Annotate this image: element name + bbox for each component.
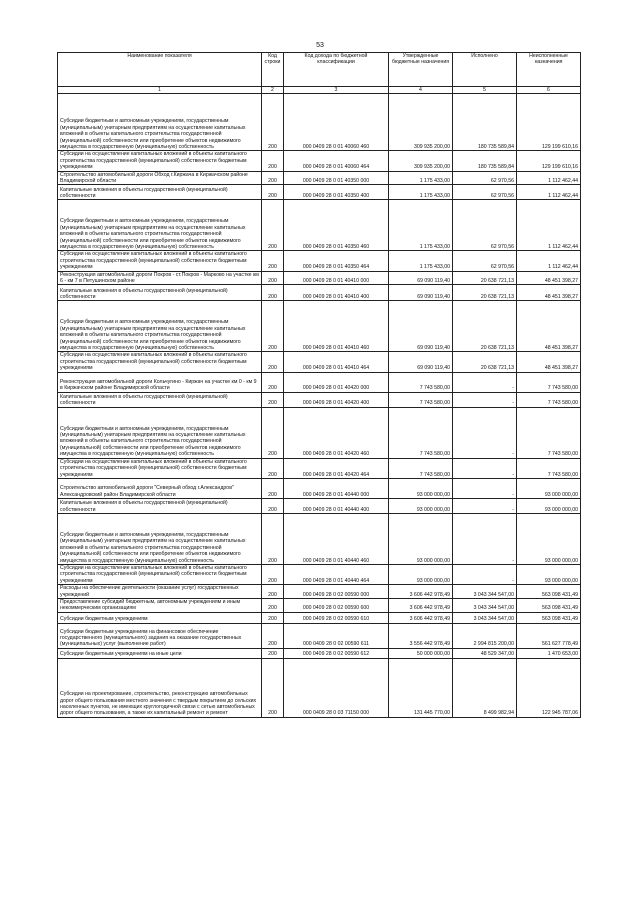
row-name-cell: Субсидии на осуществление капитальных вложений в объекты капитального строительства государственной (муниципальной) собственности бюджетным учреждениям xyxy=(58,458,262,478)
row-executed-cell: 62 970,56 xyxy=(453,251,517,271)
row-line-code-cell: 200 xyxy=(262,301,284,352)
row-line-code-cell: 200 xyxy=(262,612,284,623)
column-number: 3 xyxy=(284,87,389,94)
table-row xyxy=(58,612,581,623)
table-header-row xyxy=(58,53,581,87)
row-approved-cell: 1 175 433,00 xyxy=(389,171,453,185)
row-name-cell: Капитальные вложения в объекты государственной (муниципальной) собственности xyxy=(58,498,262,513)
row-approved-cell: 1 175 433,00 xyxy=(389,200,453,251)
table-row xyxy=(58,513,581,564)
row-kbk-cell: 000 0409 28 0 01 40410 400 xyxy=(284,285,389,301)
row-name-cell: Реконструкция автомобильной дороги Кольчугино - Киржач на участке км 0 - км 9 в Киржачском районе Владимирской области xyxy=(58,372,262,392)
table-row xyxy=(58,598,581,612)
row-approved-cell: 3 606 442 978,49 xyxy=(389,612,453,623)
table-row xyxy=(58,648,581,658)
row-approved-cell: 7 743 580,00 xyxy=(389,392,453,407)
row-executed-cell: - xyxy=(453,478,517,498)
row-name-cell: Субсидии бюджетным учреждениям xyxy=(58,612,262,623)
row-kbk-cell: 000 0409 28 0 01 40060 464 xyxy=(284,151,389,171)
table-row xyxy=(58,623,581,648)
row-line-code-cell: 200 xyxy=(262,623,284,648)
table-row xyxy=(58,658,581,717)
row-executed-cell: 48 529 347,00 xyxy=(453,648,517,658)
row-unexecuted-cell: 129 199 610,16 xyxy=(517,94,581,151)
row-name-cell: Предоставление субсидий бюджетным, автономным учреждениям и иным некоммерческим организациям xyxy=(58,598,262,612)
table-row xyxy=(58,251,581,271)
column-number: 6 xyxy=(517,87,581,94)
row-line-code-cell: 200 xyxy=(262,585,284,599)
row-line-code-cell: 200 xyxy=(262,648,284,658)
row-executed-cell: 3 043 344 547,00 xyxy=(453,612,517,623)
row-name-cell: Субсидии на осуществление капитальных вложений в объекты капитального строительства государственной (муниципальной) собственности бюджетным учреждениям xyxy=(58,352,262,372)
row-unexecuted-cell: 122 945 787,06 xyxy=(517,658,581,717)
column-number: 4 xyxy=(389,87,453,94)
table-row xyxy=(58,200,581,251)
row-executed-cell: 62 970,56 xyxy=(453,185,517,200)
row-kbk-cell: 000 0409 28 0 01 40350 464 xyxy=(284,251,389,271)
column-header-name: Наименование показателя xyxy=(58,53,262,87)
row-executed-cell: 62 970,56 xyxy=(453,171,517,185)
column-header-executed: Исполнено xyxy=(453,53,517,87)
row-executed-cell: 20 638 721,13 xyxy=(453,271,517,285)
row-kbk-cell: 000 0409 28 0 03 71150 000 xyxy=(284,658,389,717)
row-line-code-cell: 200 xyxy=(262,498,284,513)
table-row xyxy=(58,185,581,200)
row-kbk-cell: 000 0409 28 0 01 40060 460 xyxy=(284,94,389,151)
table-row xyxy=(58,407,581,458)
row-unexecuted-cell: 1 112 462,44 xyxy=(517,171,581,185)
row-kbk-cell: 000 0409 28 0 01 40350 400 xyxy=(284,185,389,200)
row-kbk-cell: 000 0409 28 0 01 40350 000 xyxy=(284,171,389,185)
row-approved-cell: 3 606 442 978,49 xyxy=(389,598,453,612)
row-executed-cell: - xyxy=(453,498,517,513)
table-row xyxy=(58,564,581,584)
row-unexecuted-cell: 563 098 431,49 xyxy=(517,612,581,623)
row-unexecuted-cell: 93 000 000,00 xyxy=(517,498,581,513)
table-row xyxy=(58,498,581,513)
row-unexecuted-cell: 563 098 431,49 xyxy=(517,598,581,612)
row-executed-cell: 20 638 721,13 xyxy=(453,352,517,372)
row-kbk-cell: 000 0409 28 0 01 40410 460 xyxy=(284,301,389,352)
row-name-cell: Капитальные вложения в объекты государственной (муниципальной) собственности xyxy=(58,285,262,301)
row-kbk-cell: 000 0409 28 0 01 40420 460 xyxy=(284,407,389,458)
row-unexecuted-cell: 7 743 580,00 xyxy=(517,458,581,478)
row-executed-cell: 180 735 589,84 xyxy=(453,94,517,151)
row-name-cell: Субсидии бюджетным и автономным учреждениям, государственным (муниципальным) унитарным предприятиям на осуществление капитальных вложений в объекты капитального строительства государственной (муниципальной) собственности или приобретение объектов недвижимого имущества в государственную (муниципальную) собственность xyxy=(58,513,262,564)
row-unexecuted-cell: 7 743 580,00 xyxy=(517,392,581,407)
row-approved-cell: 93 000 000,00 xyxy=(389,478,453,498)
table-row xyxy=(58,271,581,285)
row-approved-cell: 69 090 119,40 xyxy=(389,285,453,301)
row-executed-cell: 8 499 982,94 xyxy=(453,658,517,717)
row-name-cell: Субсидии бюджетным и автономным учреждениям, государственным (муниципальным) унитарным предприятиям на осуществление капитальных вложений в объекты капитального строительства государственной (муниципальной) собственности или приобретение объектов недвижимого имущества в государственную (муниципальную) собственность xyxy=(58,407,262,458)
row-approved-cell: 1 175 433,00 xyxy=(389,185,453,200)
table-row xyxy=(58,392,581,407)
row-line-code-cell: 200 xyxy=(262,458,284,478)
column-number: 5 xyxy=(453,87,517,94)
row-line-code-cell: 200 xyxy=(262,285,284,301)
table-row xyxy=(58,301,581,352)
row-approved-cell: 7 743 580,00 xyxy=(389,407,453,458)
row-kbk-cell: 000 0409 28 0 01 40440 400 xyxy=(284,498,389,513)
row-line-code-cell: 200 xyxy=(262,352,284,372)
row-approved-cell: 3 606 442 978,49 xyxy=(389,585,453,599)
row-kbk-cell: 000 0409 28 0 01 40420 464 xyxy=(284,458,389,478)
row-unexecuted-cell: 7 743 580,00 xyxy=(517,372,581,392)
row-kbk-cell: 000 0409 28 0 01 40350 460 xyxy=(284,200,389,251)
row-name-cell: Капитальные вложения в объекты государственной (муниципальной) собственности xyxy=(58,185,262,200)
row-name-cell: Капитальные вложения в объекты государственной (муниципальной) собственности xyxy=(58,392,262,407)
row-approved-cell: 69 090 119,40 xyxy=(389,352,453,372)
table-row xyxy=(58,352,581,372)
row-unexecuted-cell: 561 627 778,49 xyxy=(517,623,581,648)
row-line-code-cell: 200 xyxy=(262,392,284,407)
row-name-cell: Реконструкция автомобильной дороги Покров - ст.Покров - Марково на участке км 6 - км 7 в Петушинском районе xyxy=(58,271,262,285)
row-executed-cell: 20 638 721,13 xyxy=(453,285,517,301)
row-line-code-cell: 200 xyxy=(262,251,284,271)
row-kbk-cell: 000 0409 28 0 01 40420 000 xyxy=(284,372,389,392)
table-row xyxy=(58,458,581,478)
row-kbk-cell: 000 0409 28 0 01 40410 000 xyxy=(284,271,389,285)
row-kbk-cell: 000 0409 28 0 02 00590 612 xyxy=(284,648,389,658)
column-header-unexecuted: Неисполненные назначения xyxy=(517,53,581,87)
column-number: 2 xyxy=(262,87,284,94)
row-approved-cell: 309 935 200,00 xyxy=(389,94,453,151)
row-name-cell: Субсидии бюджетным и автономным учреждениям, государственным (муниципальным) унитарным предприятиям на осуществление капитальных вложений в объекты капитального строительства государственной (муниципальной) собственности или приобретение объектов недвижимого имущества в государственную (муниципальную) собственность xyxy=(58,94,262,151)
row-name-cell: Расходы на обеспечение деятельности (оказание услуг) государственных учреждений xyxy=(58,585,262,599)
row-line-code-cell: 200 xyxy=(262,658,284,717)
row-unexecuted-cell: 48 451 398,27 xyxy=(517,301,581,352)
row-line-code-cell: 200 xyxy=(262,407,284,458)
row-approved-cell: 50 000 000,00 xyxy=(389,648,453,658)
row-unexecuted-cell: 1 470 653,00 xyxy=(517,648,581,658)
row-executed-cell: 3 043 344 547,00 xyxy=(453,585,517,599)
row-unexecuted-cell: 48 451 398,27 xyxy=(517,285,581,301)
row-line-code-cell: 200 xyxy=(262,564,284,584)
row-executed-cell: - xyxy=(453,407,517,458)
row-kbk-cell: 000 0409 28 0 01 40440 000 xyxy=(284,478,389,498)
row-line-code-cell: 200 xyxy=(262,94,284,151)
row-name-cell: Субсидии на осуществление капитальных вложений в объекты капитального строительства государственной (муниципальной) собственности бюджетным учреждениям xyxy=(58,251,262,271)
row-name-cell: Субсидии бюджетным учреждениям на иные цели xyxy=(58,648,262,658)
row-executed-cell: 62 970,56 xyxy=(453,200,517,251)
column-header-approved: Утвержденные бюджетные назначения xyxy=(389,53,453,87)
row-kbk-cell: 000 0409 28 0 01 40410 464 xyxy=(284,352,389,372)
row-name-cell: Субсидии бюджетным учреждениям на финансовое обеспечение государственного (муниципального) задания на оказание государственных (муниципальных) услуг (выполнение работ) xyxy=(58,623,262,648)
row-unexecuted-cell: 7 743 580,00 xyxy=(517,407,581,458)
row-approved-cell: 131 445 770,00 xyxy=(389,658,453,717)
row-line-code-cell: 200 xyxy=(262,271,284,285)
row-approved-cell: 3 556 442 978,49 xyxy=(389,623,453,648)
budget-execution-table xyxy=(57,52,581,718)
row-line-code-cell: 200 xyxy=(262,200,284,251)
row-name-cell: Субсидии на проектирование, строительство, реконструкцию автомобильных дорог общего пользования местного значения с твердым покрытием до сельских населенных пунктов, не имеющих круглогодичной связи с сетью автомобильных дорог общего пользования, а также их капитальный ремонт и ремонт xyxy=(58,658,262,717)
row-kbk-cell: 000 0409 28 0 01 40440 460 xyxy=(284,513,389,564)
column-header-kbk: Код дохода по бюджетной классификации xyxy=(284,53,389,87)
row-unexecuted-cell: 129 199 610,16 xyxy=(517,151,581,171)
row-line-code-cell: 200 xyxy=(262,372,284,392)
column-header-line-code: Код строки xyxy=(262,53,284,87)
row-approved-cell: 7 743 580,00 xyxy=(389,458,453,478)
row-unexecuted-cell: 1 112 462,44 xyxy=(517,251,581,271)
row-approved-cell: 309 935 200,00 xyxy=(389,151,453,171)
row-kbk-cell: 000 0409 28 0 02 00590 610 xyxy=(284,612,389,623)
row-line-code-cell: 200 xyxy=(262,185,284,200)
row-executed-cell: - xyxy=(453,372,517,392)
row-line-code-cell: 200 xyxy=(262,478,284,498)
row-kbk-cell: 000 0409 28 0 02 00590 600 xyxy=(284,598,389,612)
row-unexecuted-cell: 93 000 000,00 xyxy=(517,478,581,498)
row-unexecuted-cell: 1 112 462,44 xyxy=(517,200,581,251)
row-approved-cell: 1 175 433,00 xyxy=(389,251,453,271)
row-unexecuted-cell: 563 098 431,49 xyxy=(517,585,581,599)
row-unexecuted-cell: 93 000 000,00 xyxy=(517,513,581,564)
row-executed-cell: 20 638 721,13 xyxy=(453,301,517,352)
row-unexecuted-cell: 1 112 462,44 xyxy=(517,185,581,200)
row-kbk-cell: 000 0409 28 0 02 00590 611 xyxy=(284,623,389,648)
row-name-cell: Субсидии бюджетным и автономным учреждениям, государственным (муниципальным) унитарным предприятиям на осуществление капитальных вложений в объекты капитального строительства государственной (муниципальной) собственности или приобретение объектов недвижимого имущества в государственную (муниципальную) собственность xyxy=(58,301,262,352)
row-executed-cell: - xyxy=(453,564,517,584)
row-approved-cell: 93 000 000,00 xyxy=(389,498,453,513)
row-executed-cell: - xyxy=(453,513,517,564)
row-unexecuted-cell: 48 451 398,27 xyxy=(517,271,581,285)
row-line-code-cell: 200 xyxy=(262,598,284,612)
row-kbk-cell: 000 0409 28 0 01 40440 464 xyxy=(284,564,389,584)
row-executed-cell: - xyxy=(453,458,517,478)
table-row xyxy=(58,585,581,599)
table-row xyxy=(58,478,581,498)
row-executed-cell: 180 735 589,84 xyxy=(453,151,517,171)
table-row xyxy=(58,94,581,151)
table-row xyxy=(58,151,581,171)
page-number: 53 xyxy=(316,42,324,49)
row-name-cell: Субсидии на осуществление капитальных вложений в объекты капитального строительства государственной (муниципальной) собственности бюджетным учреждениям xyxy=(58,151,262,171)
row-line-code-cell: 200 xyxy=(262,171,284,185)
column-number-row xyxy=(58,87,581,94)
row-unexecuted-cell: 48 451 398,27 xyxy=(517,352,581,372)
row-executed-cell: - xyxy=(453,392,517,407)
row-name-cell: Субсидии бюджетным и автономным учреждениям, государственным (муниципальным) унитарным предприятиям на осуществление капитальных вложений в объекты капитального строительства государственной (муниципальной) собственности или приобретение объектов недвижимого имущества в государственную (муниципальную) собственность xyxy=(58,200,262,251)
row-executed-cell: 3 043 344 547,00 xyxy=(453,598,517,612)
row-name-cell: Субсидии на осуществление капитальных вложений в объекты капитального строительства государственной (муниципальной) собственности бюджетным учреждениям xyxy=(58,564,262,584)
table-row xyxy=(58,285,581,301)
row-approved-cell: 7 743 580,00 xyxy=(389,372,453,392)
row-line-code-cell: 200 xyxy=(262,151,284,171)
column-number: 1 xyxy=(58,87,262,94)
row-approved-cell: 93 000 000,00 xyxy=(389,513,453,564)
row-name-cell: Строительство автомобильной дороги Обход г.Киржача в Киржачском районе Владимирской области xyxy=(58,171,262,185)
row-unexecuted-cell: 93 000 000,00 xyxy=(517,564,581,584)
row-executed-cell: 2 994 815 200,00 xyxy=(453,623,517,648)
table-body xyxy=(58,94,581,717)
row-name-cell: Строительство автомобильной дороги "Северный обход г.Александров" Александровский район Владимирской области xyxy=(58,478,262,498)
row-kbk-cell: 000 0409 28 0 01 40420 400 xyxy=(284,392,389,407)
row-approved-cell: 69 090 119,40 xyxy=(389,301,453,352)
row-line-code-cell: 200 xyxy=(262,513,284,564)
row-approved-cell: 69 090 119,40 xyxy=(389,271,453,285)
row-approved-cell: 93 000 000,00 xyxy=(389,564,453,584)
row-kbk-cell: 000 0409 28 0 02 00590 000 xyxy=(284,585,389,599)
table-row xyxy=(58,372,581,392)
table-row xyxy=(58,171,581,185)
